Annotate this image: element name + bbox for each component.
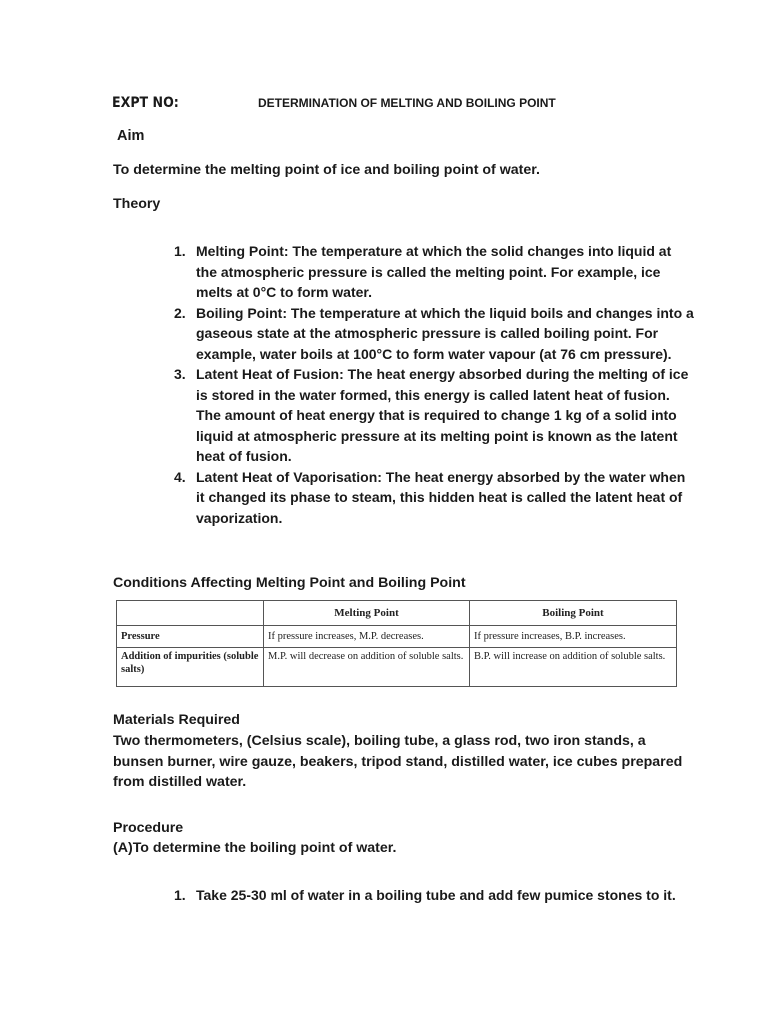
procedure-item bbox=[174, 885, 694, 906]
conditions-table-image bbox=[116, 600, 676, 683]
procedure-list bbox=[174, 885, 694, 906]
list-number: 4. bbox=[174, 468, 186, 485]
theory-item bbox=[174, 364, 694, 467]
materials-text: Two thermometers, (Celsius scale), boiling tube, a glass rod, two iron stands, a bunsen burner, wire gauze, beakers, tripod stand, distilled water, ice cubes prepared from distilled water. bbox=[113, 733, 683, 791]
row-label: Addition of impurities (soluble salts) bbox=[117, 648, 264, 687]
theory-item-text: Boiling Point: The temperature at which the liquid boils and changes into a gaseous state at the atmospheric pressure is called boiling point. For example, water boils at 100°C to form water vapour (at 76 cm pressure). bbox=[196, 304, 694, 362]
aim-heading: Aim bbox=[117, 128, 145, 144]
melting-point-cell: M.P. will decrease on addition of soluble salts. bbox=[264, 648, 470, 687]
column-header bbox=[117, 601, 264, 626]
theory-item-text: Latent Heat of Fusion: The heat energy absorbed during the melting of ice is stored in the water formed, this energy is called latent heat of fusion. The amount of heat energy that is required to change 1 kg of a solid into liquid at atmospheric pressure at its melting point is known as the latent heat of fusion. bbox=[196, 366, 689, 464]
theory-heading: Theory bbox=[113, 196, 161, 212]
theory-item bbox=[174, 467, 694, 529]
materials-heading: Materials Required bbox=[113, 712, 240, 728]
column-header-melting-point: Melting Point bbox=[264, 601, 470, 626]
theory-item-text: Melting Point: The temperature at which the solid changes into liquid at the atmospheric pressure is called the melting point. For example, ice melts at 0°C to form water. bbox=[196, 243, 672, 300]
conditions-heading: Conditions Affecting Melting Point and Boiling Point bbox=[113, 575, 466, 591]
table-row bbox=[117, 648, 677, 687]
conditions-table bbox=[116, 600, 677, 687]
list-number: 3. bbox=[174, 366, 186, 382]
theory-list bbox=[174, 241, 694, 528]
procedure-item-text: Take 25-30 ml of water in a boiling tube and add few pumice stones to it. bbox=[196, 887, 676, 903]
melting-point-cell: If pressure increases, M.P. decreases. bbox=[264, 626, 470, 648]
boiling-point-cell: B.P. will increase on addition of soluble salts. bbox=[470, 648, 677, 687]
list-number: 1. bbox=[174, 887, 186, 903]
list-number: 2. bbox=[174, 304, 186, 321]
document-title: DETERMINATION OF MELTING AND BOILING POINT bbox=[258, 96, 556, 110]
procedure-subheading: (A)To determine the boiling point of water. bbox=[113, 840, 397, 856]
table-row bbox=[117, 626, 677, 648]
theory-item bbox=[174, 241, 694, 303]
theory-item-text: Latent Heat of Vaporisation: The heat energy absorbed by the water when it changed its phase to steam, this hidden heat is called the latent heat of vaporization. bbox=[196, 468, 686, 526]
table-header-row bbox=[117, 601, 677, 626]
theory-item bbox=[174, 303, 694, 365]
row-label: Pressure bbox=[117, 626, 264, 648]
experiment-number-label: EXPT NO: bbox=[112, 95, 179, 111]
procedure-heading: Procedure bbox=[113, 820, 184, 836]
header-row bbox=[112, 95, 712, 115]
boiling-point-cell: If pressure increases, B.P. increases. bbox=[470, 626, 677, 648]
column-header-boiling-point: Boiling Point bbox=[470, 601, 677, 626]
aim-text: To determine the melting point of ice and boiling point of water. bbox=[113, 162, 540, 178]
list-number: 1. bbox=[174, 243, 186, 259]
